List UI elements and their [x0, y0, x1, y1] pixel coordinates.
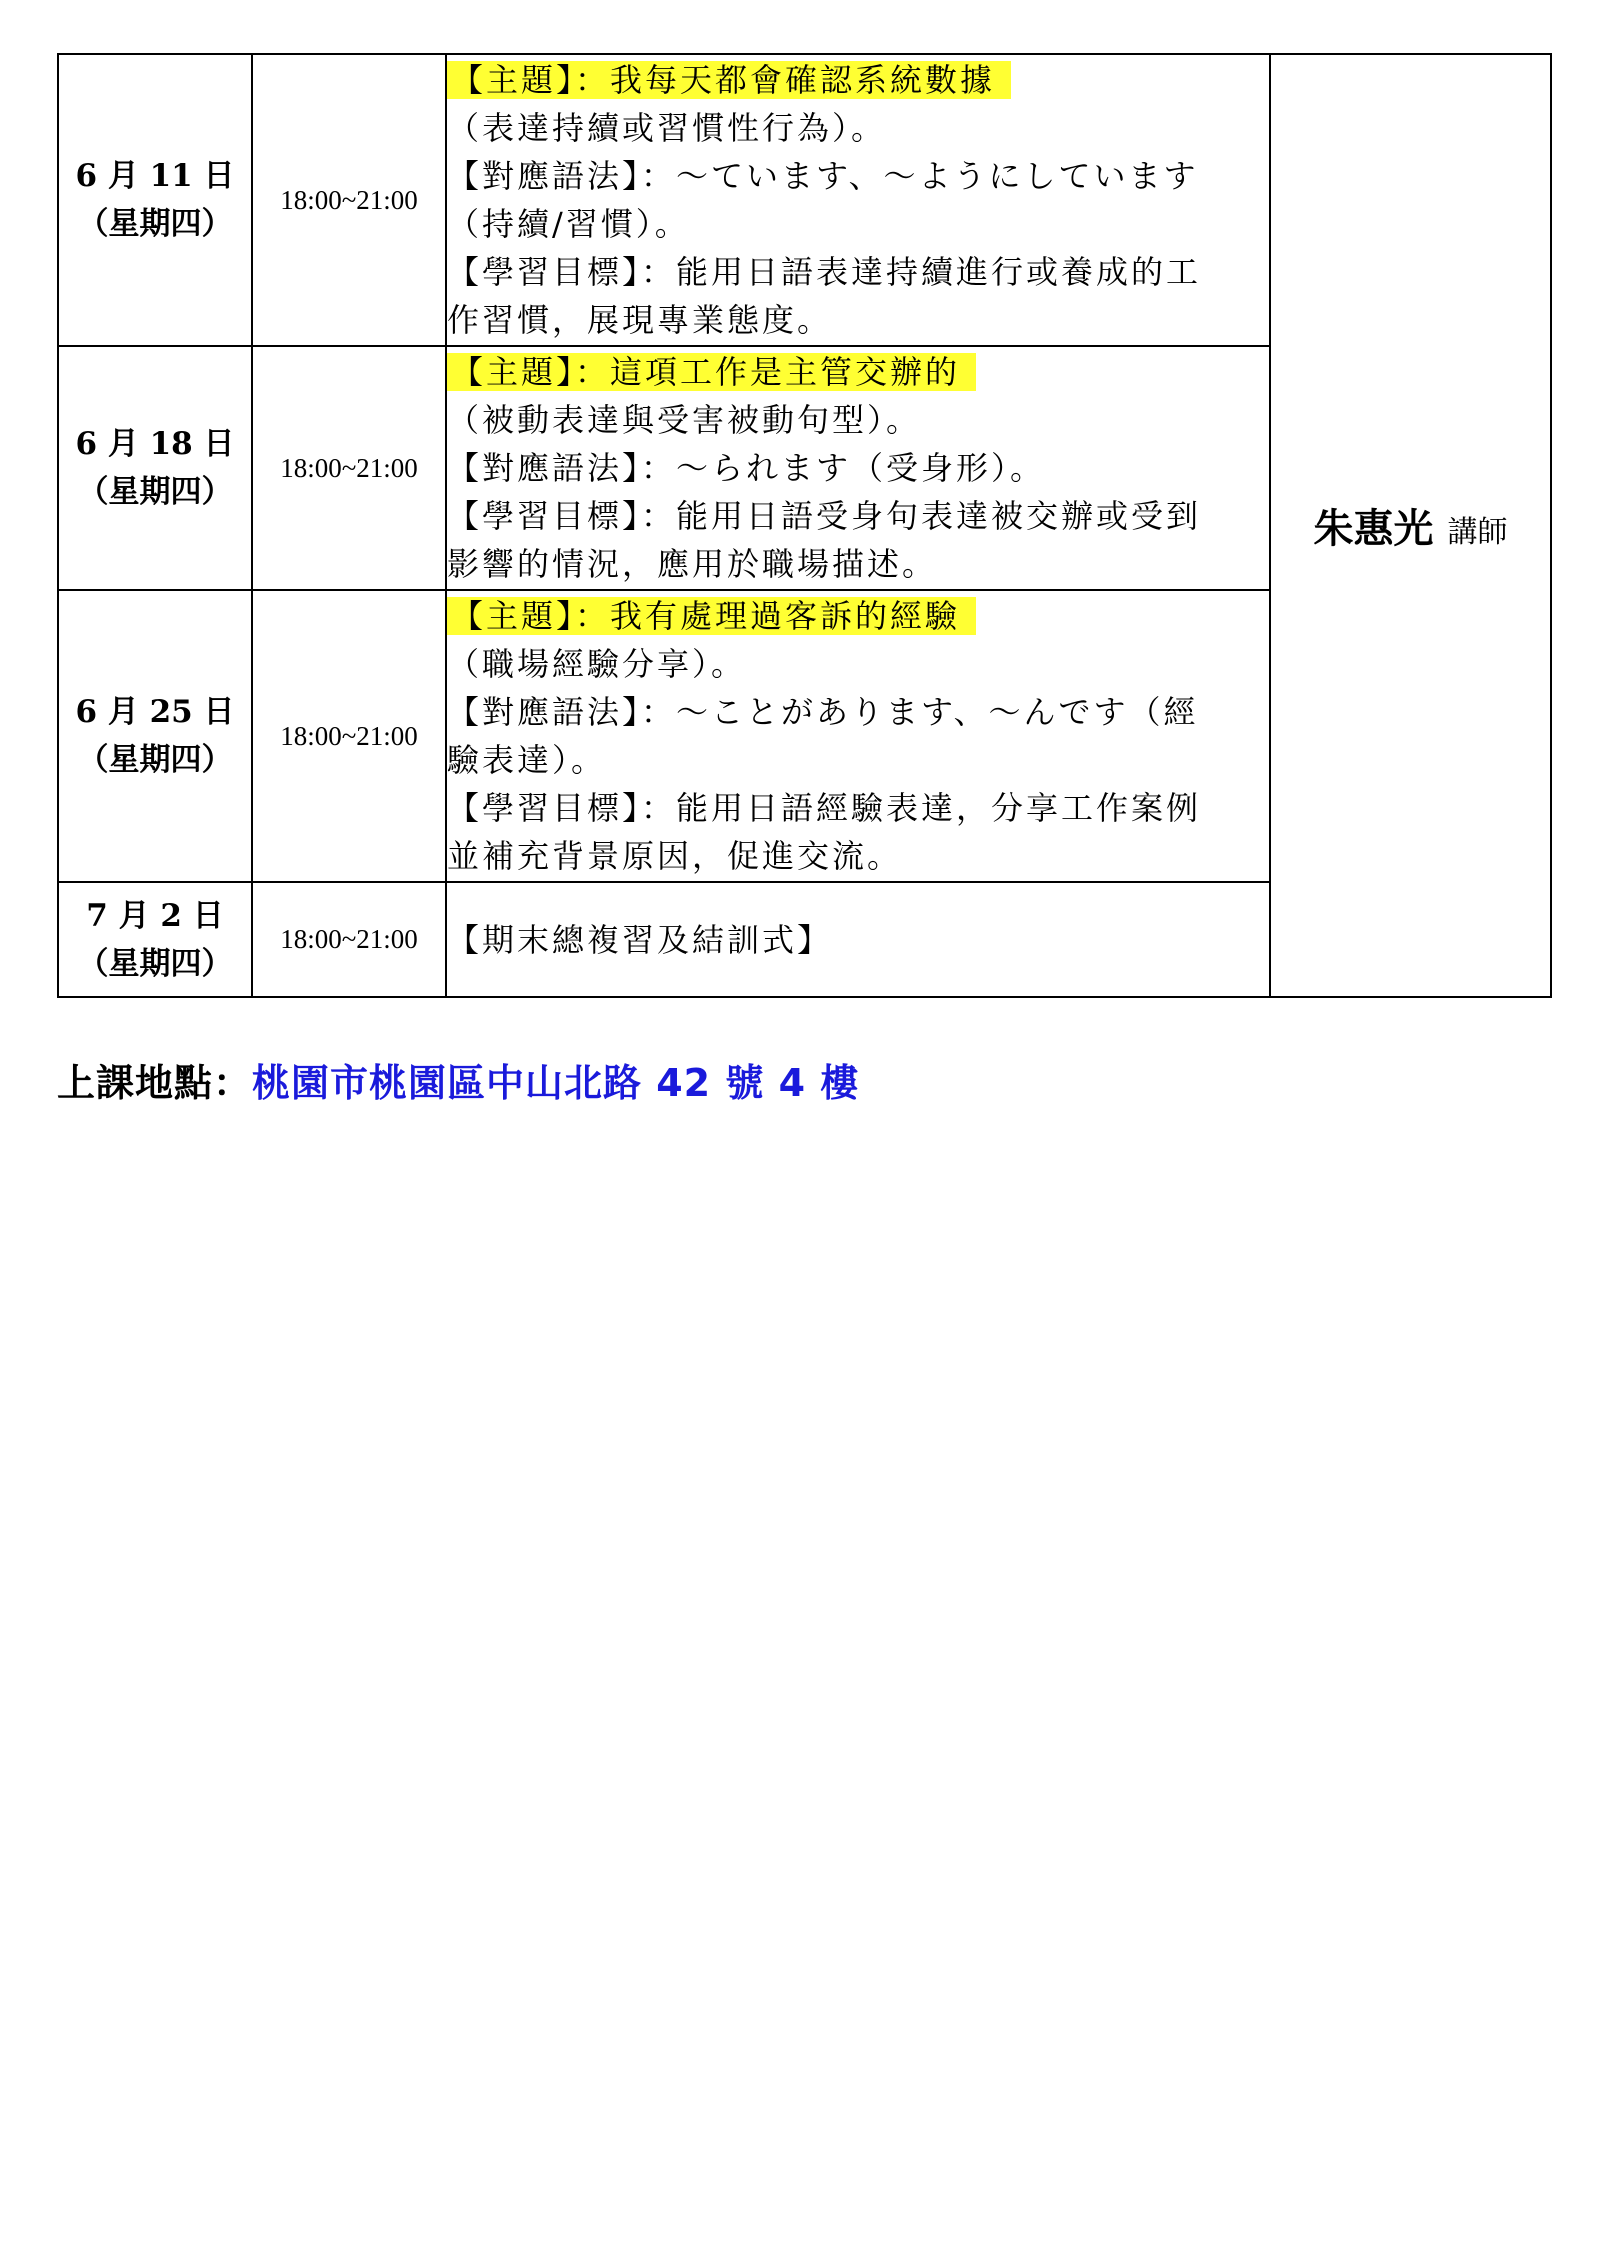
date-cell — [58, 590, 252, 882]
content-cell — [446, 346, 1270, 590]
content-line: 並補充背景原因，促進交流。 — [447, 837, 903, 875]
content-line: 【對應語法】：～ことがあります、～んです（經 — [447, 693, 1199, 731]
content-cell — [446, 54, 1270, 346]
date-text: 6 月 11 日 — [75, 158, 235, 194]
table-row — [58, 54, 1551, 346]
teacher-cell — [1270, 54, 1551, 997]
final-review-cell: 【期末總複習及結訓式】 — [446, 882, 1270, 997]
date-text: 6 月 25 日 — [75, 694, 235, 730]
course-schedule-table — [57, 53, 1552, 998]
content-line: 【學習目標】：能用日語受身句表達被交辦或受到 — [447, 497, 1202, 535]
topic-highlight: 【主題】：這項工作是主管交辦的 — [447, 353, 976, 391]
content-line: （被動表達與受害被動句型）。 — [447, 401, 922, 439]
content-cell — [446, 590, 1270, 882]
date-text: 7 月 2 日 — [86, 897, 224, 934]
content-line: 【學習目標】：能用日語表達持續進行或養成的工 — [447, 253, 1202, 291]
date-text: 6 月 18 日 — [75, 426, 235, 462]
date-cell — [58, 882, 252, 997]
weekday-text: （星期四） — [77, 945, 233, 982]
content-line: （職場經驗分享）。 — [447, 645, 747, 683]
date-cell — [58, 54, 252, 346]
teacher-title: 講師 — [1447, 515, 1508, 550]
topic-highlight: 【主題】：我有處理過客訴的經驗 — [447, 597, 976, 635]
date-cell — [58, 346, 252, 590]
content-line: 【對應語法】：～ています、～ようにしています — [447, 157, 1199, 195]
time-cell: 18:00~21:00 — [252, 54, 446, 346]
content-line: 影響的情況，應用於職場描述。 — [447, 545, 938, 583]
content-line: 驗表達）。 — [447, 741, 607, 779]
content-line: 【學習目標】：能用日語經驗表達，分享工作案例 — [447, 789, 1202, 827]
content-line: （表達持續或習慣性行為）。 — [447, 109, 887, 147]
location-label: 上課地點： — [57, 1061, 253, 1105]
class-location — [57, 1052, 859, 1107]
teacher-name: 朱惠光 — [1313, 506, 1434, 552]
topic-highlight: 【主題】：我每天都會確認系統數據 — [447, 61, 1011, 99]
content-line: 【對應語法】：～られます（受身形）。 — [447, 449, 1046, 487]
content-line: 作習慣，展現專業態度。 — [447, 301, 833, 339]
content-line: （持續/習慣）。 — [447, 205, 690, 243]
weekday-text: （星期四） — [77, 742, 233, 778]
weekday-text: （星期四） — [77, 206, 233, 242]
time-cell: 18:00~21:00 — [252, 346, 446, 590]
location-address: 桃園市桃園區中山北路 42 號 4 樓 — [252, 1061, 860, 1105]
time-cell: 18:00~21:00 — [252, 590, 446, 882]
weekday-text: （星期四） — [77, 474, 233, 510]
time-cell: 18:00~21:00 — [252, 882, 446, 997]
